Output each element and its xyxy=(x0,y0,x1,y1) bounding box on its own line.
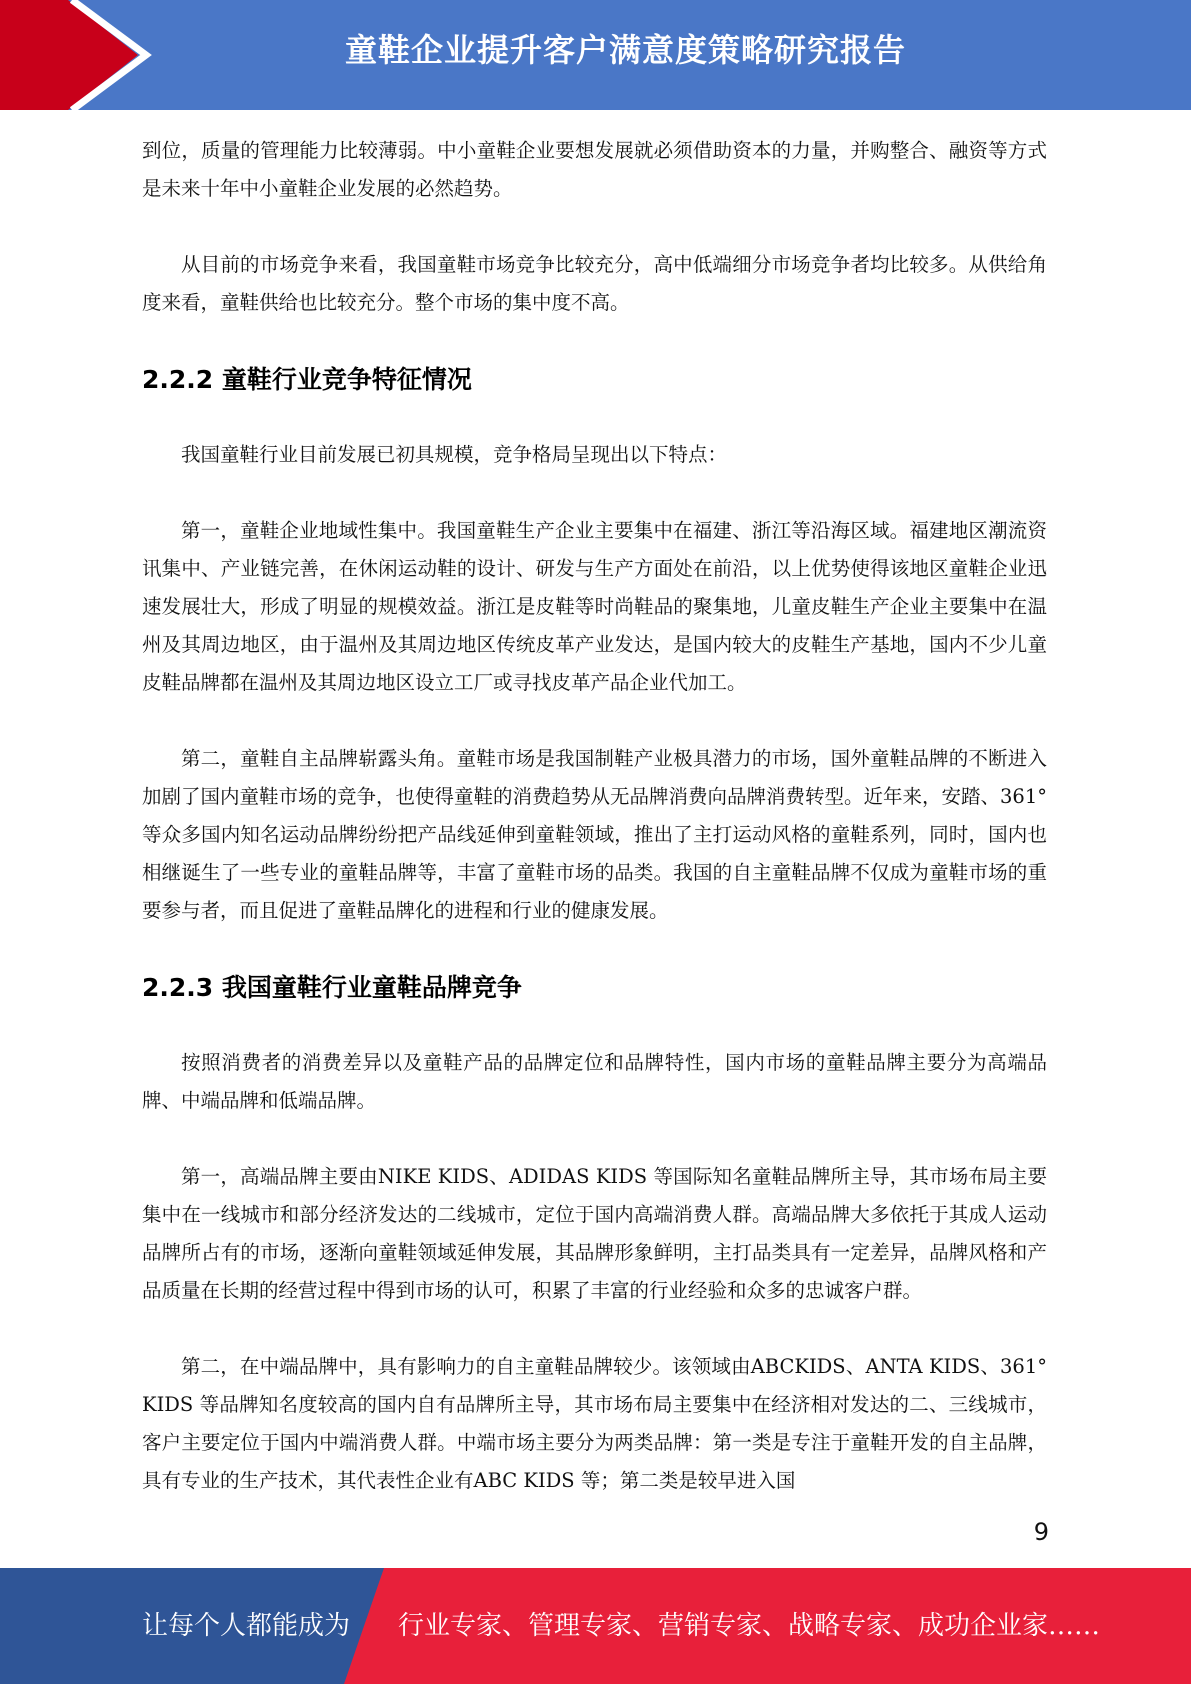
report-title: 童鞋企业提升客户满意度策略研究报告 xyxy=(344,31,906,69)
paragraph: 我国童鞋行业目前发展已初具规模，竞争格局呈现出以下特点： xyxy=(181,443,728,466)
page-footer xyxy=(0,1568,1191,1684)
footer-slogan-left: 让每个人都能成为 xyxy=(142,1611,351,1641)
paragraph: 第一，高端品牌主要由NIKE KIDS、ADIDAS KIDS 等国际知名童鞋品牌所主导，其市场布局主要集中在一线城市和部分经济发达的二线城市，定位于国内高端消费人群。高端品牌大多依托于其成人运动品牌所占有的市场，逐渐向童鞋领域延伸发展，其品牌形象鲜明，主打品类具有一定差异，品牌风格和产品质量在长期的经营过程中得到市场的认可，积累了丰富的行业经验和众多的忠诚客户群。 xyxy=(142,1165,1047,1302)
header-chevron-icon xyxy=(0,0,160,110)
page-header xyxy=(0,0,1191,110)
paragraph: 按照消费者的消费差异以及童鞋产品的品牌定位和品牌特性，国内市场的童鞋品牌主要分为高端品牌、中端品牌和低端品牌。 xyxy=(142,1051,1047,1112)
paragraph: 第二，在中端品牌中，具有影响力的自主童鞋品牌较少。该领域由ABCKIDS、ANTA KIDS、361° KIDS 等品牌知名度较高的国内自有品牌所主导，其市场布局主要集中在经济相对发达的二、三线城市，客户主要定位于国内中端消费人群。中端市场主要分为两类品牌：第一类是专注于童鞋开发的自主品牌，具有专业的生产技术，其代表性企业有ABC KIDS 等；第二类是较早进入国 xyxy=(142,1355,1047,1492)
paragraph: 第一，童鞋企业地域性集中。我国童鞋生产企业主要集中在福建、浙江等沿海区域。福建地区潮流资讯集中、产业链完善，在休闲运动鞋的设计、研发与生产方面处在前沿，以上优势使得该地区童鞋企业迅速发展壮大，形成了明显的规模效益。浙江是皮鞋等时尚鞋品的聚集地，儿童皮鞋生产企业主要集中在温州及其周边地区，由于温州及其周边地区传统皮革产业发达，是国内较大的皮鞋生产基地，国内不少儿童皮鞋品牌都在温州及其周边地区设立工厂或寻找皮革产品企业代加工。 xyxy=(142,519,1047,694)
page-content xyxy=(142,132,1047,1538)
paragraph: 第二，童鞋自主品牌崭露头角。童鞋市场是我国制鞋产业极具潜力的市场，国外童鞋品牌的不断进入加剧了国内童鞋市场的竞争，也使得童鞋的消费趋势从无品牌消费向品牌消费转型。近年来，安踏、361°等众多国内知名运动品牌纷纷把产品线延伸到童鞋领域，推出了主打运动风格的童鞋系列，同时，国内也相继诞生了一些专业的童鞋品牌等，丰富了童鞋市场的品类。我国的自主童鞋品牌不仅成为童鞋市场的重要参与者，而且促进了童鞋品牌化的进程和行业的健康发展。 xyxy=(142,747,1047,922)
section-heading-2-2-3: 2.2.3 我国童鞋行业童鞋品牌竞争 xyxy=(142,973,522,1002)
paragraph: 从目前的市场竞争来看，我国童鞋市场竞争比较充分，高中低端细分市场竞争者均比较多。从供给角度来看，童鞋供给也比较充分。整个市场的集中度不高。 xyxy=(142,253,1047,314)
footer-slogan-right: 行业专家、管理专家、营销专家、战略专家、成功企业家…… xyxy=(398,1611,1101,1641)
section-heading-2-2-2: 2.2.2 童鞋行业竞争特征情况 xyxy=(142,365,472,394)
page-number: 9 xyxy=(1033,1518,1049,1546)
paragraph: 到位，质量的管理能力比较薄弱。中小童鞋企业要想发展就必须借助资本的力量，并购整合、融资等方式是未来十年中小童鞋企业发展的必然趋势。 xyxy=(142,139,1047,200)
